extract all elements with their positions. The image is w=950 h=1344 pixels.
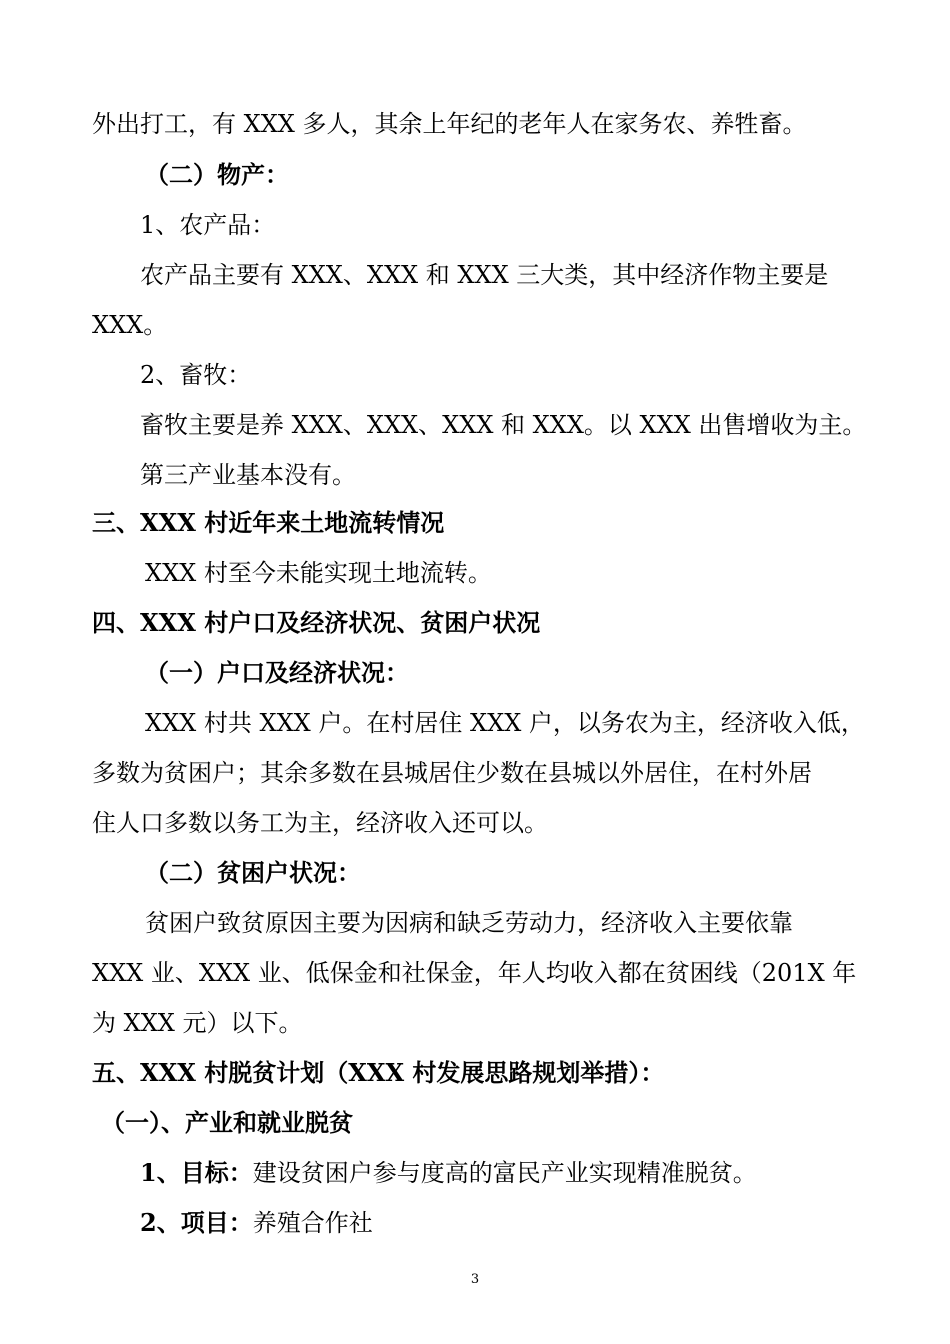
heading-section-4: 四、XXX 村户口及经济状况、贫困户状况 xyxy=(92,608,541,637)
item-agricultural-products: 1、农产品： xyxy=(140,211,276,239)
item-project xyxy=(140,1207,373,1239)
heading-section-5: 五、XXX 村脱贫计划（XXX 村发展思路规划举措）： xyxy=(92,1058,665,1087)
item-livestock: 2、畜牧： xyxy=(140,361,252,389)
subheading-industry-employment: （一）、产业和就业脱贫 xyxy=(101,1108,353,1137)
paragraph-poverty-line-1: 贫困户致贫原因主要为因病和缺乏劳动力，经济收入主要依靠 xyxy=(145,909,793,937)
paragraph-household-line-1: XXX 村共 XXX 户。在村居住 XXX 户，以务农为主，经济收入低， xyxy=(145,709,865,737)
paragraph-agricultural-products: 农产品主要有 XXX、XXX 和 XXX 三大类，其中经济作物主要是 xyxy=(140,261,829,289)
paragraph-tertiary-industry: 第三产业基本没有。 xyxy=(140,461,356,489)
goal-label: 1、目标： xyxy=(140,1158,253,1187)
item-goal xyxy=(140,1157,757,1189)
paragraph-livestock: 畜牧主要是养 XXX、XXX、XXX 和 XXX。以 XXX 出售增收为主。 xyxy=(140,411,867,439)
subheading-products: （二）物产： xyxy=(145,160,289,189)
page-number: 3 xyxy=(470,1272,480,1287)
goal-text: 建设贫困户参与度高的富民产业实现精准脱贫。 xyxy=(252,1159,757,1187)
paragraph-agricultural-products-cont: XXX。 xyxy=(92,311,168,339)
paragraph-line-1: 外出打工，有 XXX 多人，其余上年纪的老年人在家务农、养牲畜。 xyxy=(92,110,807,138)
paragraph-household-line-2: 多数为贫困户；其余多数在县城居住少数在县城以外居住，在村外居 xyxy=(92,759,812,787)
subheading-household-economy: （一）户口及经济状况： xyxy=(145,658,409,687)
paragraph-land-transfer: XXX 村至今未能实现土地流转。 xyxy=(145,559,492,587)
project-text: 养殖合作社 xyxy=(252,1209,373,1237)
heading-section-3: 三、XXX 村近年来土地流转情况 xyxy=(92,508,445,537)
project-label: 2、项目： xyxy=(140,1208,253,1237)
paragraph-poverty-line-3: 为 XXX 元）以下。 xyxy=(92,1009,303,1037)
paragraph-poverty-line-2: XXX 业、XXX 业、低保金和社保金，年人均收入都在贫困线（201X 年 xyxy=(92,959,857,987)
subheading-poor-households: （二）贫困户状况： xyxy=(145,858,361,887)
paragraph-household-line-3: 住人口多数以务工为主，经济收入还可以。 xyxy=(92,809,548,837)
